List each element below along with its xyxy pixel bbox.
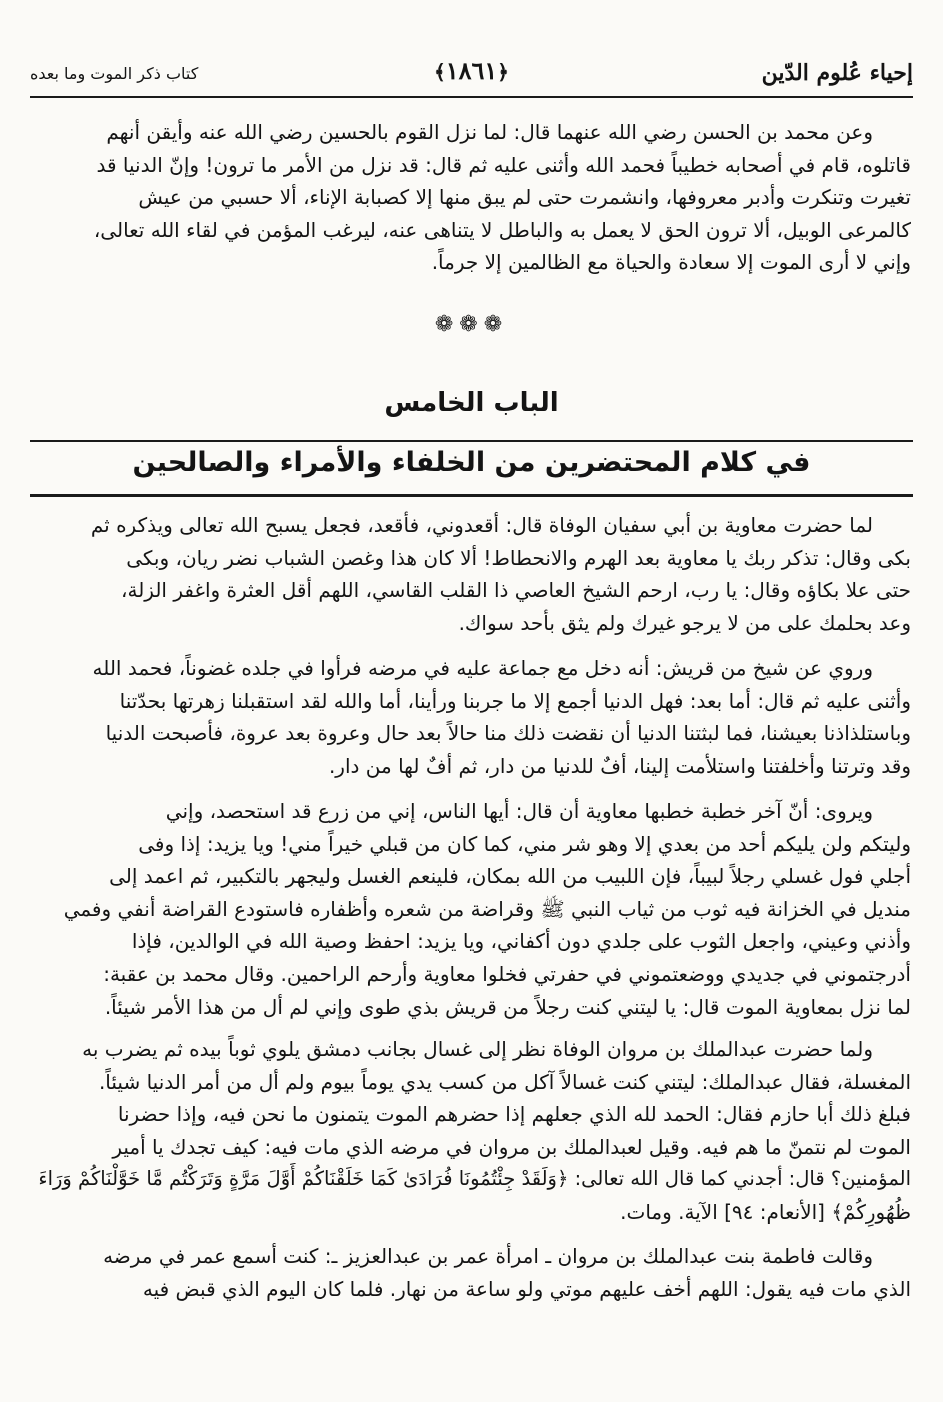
text-line: وقالت فاطمة بنت عبدالملك بن مروان ـ امرأة عمر بن عبدالعزيز ـ: كنت أسمع عمر في مرضه (103, 1244, 873, 1268)
text-line: وروي عن شيخ من قريش: أنه دخل مع جماعة عليه في مرضه فرأوا في جلده غضوناً، فحمد الله (92, 656, 873, 680)
text-line: أدرجتموني في جديدي ووضعتموني في حفرتي فخلوا معاوية وأرحم الراحمين. وقال محمد بن عقبة: (103, 961, 911, 986)
book-title: إحياء عُلوم الدّين (761, 60, 913, 86)
text-line: وإني لا أرى الموت إلا سعادة والحياة مع الظالمين إلا جرماً. (431, 250, 911, 275)
text-line: وعد بحلمك على من لا يرجو غيرك ولم يثق بأحد سواك. (458, 610, 911, 635)
text-line: حتى علا بكاؤه وقال: يا رب، ارحم الشيخ العاصي ذا القلب القاسي، اللهم أقل العثرة واغفر الزلة، (121, 578, 911, 603)
text-line: الموت لم نتمنّ ما هم فيه. وقيل لعبدالملك بن مروان في مرضه الذي مات فيه: كيف تجدك يا أمير (112, 1134, 911, 1159)
text-line: وأثنى عليه ثم قال: أما بعد: فهل الدنيا أجمع إلا ما جربنا ورأينا، أما والله لقد استقبلنا زهرتها بحدّتنا (119, 688, 911, 713)
paragraph (36, 795, 911, 1023)
text-line: وأذني وعيني، واجعل الثوب على جلدي دون أكفاني، ويا يزيد: احفظ وصية الله في الوالدين، فإذا (131, 929, 911, 954)
chapter-title: الباب الخامس (384, 388, 559, 418)
right-ornament-icon: ﴾ (434, 60, 446, 84)
paragraph (36, 509, 911, 639)
paragraph (36, 1033, 911, 1229)
paragraph-top (36, 116, 911, 279)
text-line: أجلي فول غسلي رجلاً لبيباً، فإن اللبيب من الله بمكان، فلينعم الغسل وليجهر بالتكبير، ثم اعمد إلى (109, 864, 911, 889)
section-title: في كلام المحتضرين من الخلفاء والأمراء والصالحين (132, 447, 811, 478)
text-line: الذي مات فيه يقول: اللهم أخف عليهم موتي ولو ساعة من نهار. فلما كان اليوم الذي قبض فيه (142, 1276, 911, 1301)
paragraph (36, 652, 911, 782)
text-line: ولما حضرت عبدالملك بن مروان الوفاة نظر إلى غسال بجانب دمشق يلوي ثوباً بيده ثم يضرب به (82, 1037, 873, 1061)
header-divider (30, 96, 913, 98)
text-line: قاتلوه، قام في أصحابه خطيباً فحمد الله وأثنى عليه ثم قال: قد نزل من الأمر ما ترون! وإنّ الدنيا قد (96, 152, 911, 177)
text-line: المؤمنين؟ قال: أجدني كما قال الله تعالى: ﴿وَلَقَدْ جِئْتُمُونَا فُرَادَىٰ كَمَا خَلَقْنَاكُمْ أَوَّلَ مَرَّةٍ وَتَرَكْتُم مَّا خَوَّلْنَاكُمْ وَرَاءَ (38, 1167, 911, 1191)
chapter-name: كتاب ذكر الموت وما بعده (30, 64, 199, 83)
page-number: ١٨٦١ (445, 56, 498, 85)
title-divider (30, 440, 913, 442)
text-line: كالمرعى الوبيل، ألا ترون الحق لا يعمل به والباطل لا يتناهى عنه، ليرغب المؤمن في لقاء الله تعالى، (93, 217, 911, 242)
text-line: منديل في الخزانة فيه ثوب من ثياب النبي ﷺ وقراضة من شعره وأظفاره فاستودع القراضة أنفي وفمي (63, 896, 911, 921)
page-number-block (434, 56, 509, 85)
section-divider (30, 494, 913, 497)
text-line: تغيرت وتنكرت وأدبر معروفها، وانشمرت حتى لم يبق منها إلا كصبابة الإناء، ألا حسبي من عيش (138, 185, 911, 210)
text-line: ظُهُورِكُمْ﴾ [الأنعام: ٩٤] الآية. ومات. (620, 1199, 911, 1224)
left-ornament-icon: ﴿ (497, 60, 509, 84)
text-line: بكى وقال: تذكر ربك يا معاوية بعد الهرم والانحطاط! ألا كان هذا وغصن الشباب نضر ريان، وبكى (126, 545, 911, 570)
text-line: ويروى: أنّ آخر خطبة خطبها معاوية أن قال: أيها الناس، إني من زرع قد استحصد، وإني (165, 799, 873, 823)
section-separator-icon: ❁❁❁ (434, 312, 509, 337)
text-line: فبلغ ذلك أبا حازم فقال: الحمد لله الذي جعلهم إذا حضرهم الموت يتمنون ما نحن فيه، وإذا حضرنا (117, 1102, 911, 1127)
text-line: وباستلذاذنا بعيشنا، فما لبثتنا الدنيا أن نقضت ذلك منا حالاً بعد حال وعروة بعد عروة، فأصبحت الدنيا (105, 721, 911, 746)
paragraph (36, 1240, 911, 1305)
text-line: لما نزل بمعاوية الموت قال: يا ليتني كنت رجلاً من قريش بذي طوى وإني لم أل من هذا الأمر شيئاً. (104, 994, 911, 1019)
text-line: وقد وترتنا وأخلفتنا واستلأمت إلينا، أفٌ للدنيا من دار، ثم أفٌ لها من دار. (328, 753, 911, 778)
text-line: لما حضرت معاوية بن أبي سفيان الوفاة قال: أقعدوني، فأقعد، فجعل يسبح الله تعالى ويذكره ثم (90, 513, 873, 537)
text-line: المغسلة، فقال عبدالملك: ليتني كنت غسالاً آكل من كسب يدي يوماً بيوم ولم أل من أمر الدنيا شيئاً. (98, 1069, 911, 1094)
running-header (30, 52, 913, 98)
text-line: وليتكم ولن يليكم أحد من بعدي إلا وهو شر مني، كما كان من قبلي خيراً مني! ويا يزيد: إذا وفى (138, 831, 911, 856)
text-line: وعن محمد بن الحسن رضي الله عنهما قال: لما نزل القوم بالحسين رضي الله عنه وأيقن أنهم (106, 120, 873, 144)
